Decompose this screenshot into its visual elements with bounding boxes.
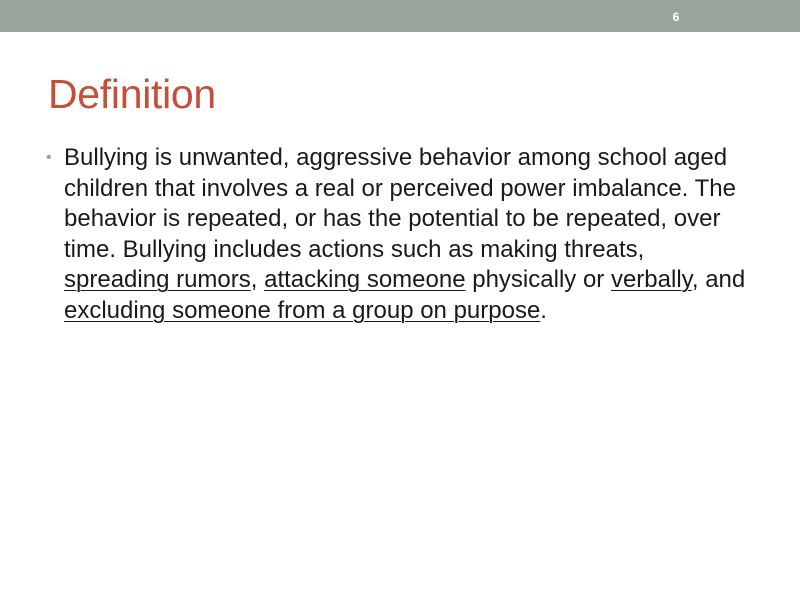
bullet-icon: • [46,149,52,166]
separator-text: , [250,266,265,293]
bullet-list [44,143,754,326]
period-text: . [540,296,547,324]
bullet-item-definition [44,143,754,326]
definition-text: Bullying is unwanted, aggressive behavior among school aged children that involves a real or perceived power imbalance. The behavior is repeated, or has the potential to be repeated, over time. Bullying includes actions such as making threats, [64,144,736,263]
attacking-someone-link[interactable]: attacking someone [264,266,466,293]
header-bar [0,0,800,32]
spreading-rumors-link[interactable]: spreading rumors [64,266,251,293]
slide-title: Definition [48,71,216,117]
and-text: , and [691,266,746,293]
slide-number: 6 [672,10,680,24]
excluding-someone-link[interactable]: excluding someone from a group on purpose [64,296,541,324]
verbally-link[interactable]: verbally [610,266,692,293]
physically-or-text: physically or [465,266,611,293]
